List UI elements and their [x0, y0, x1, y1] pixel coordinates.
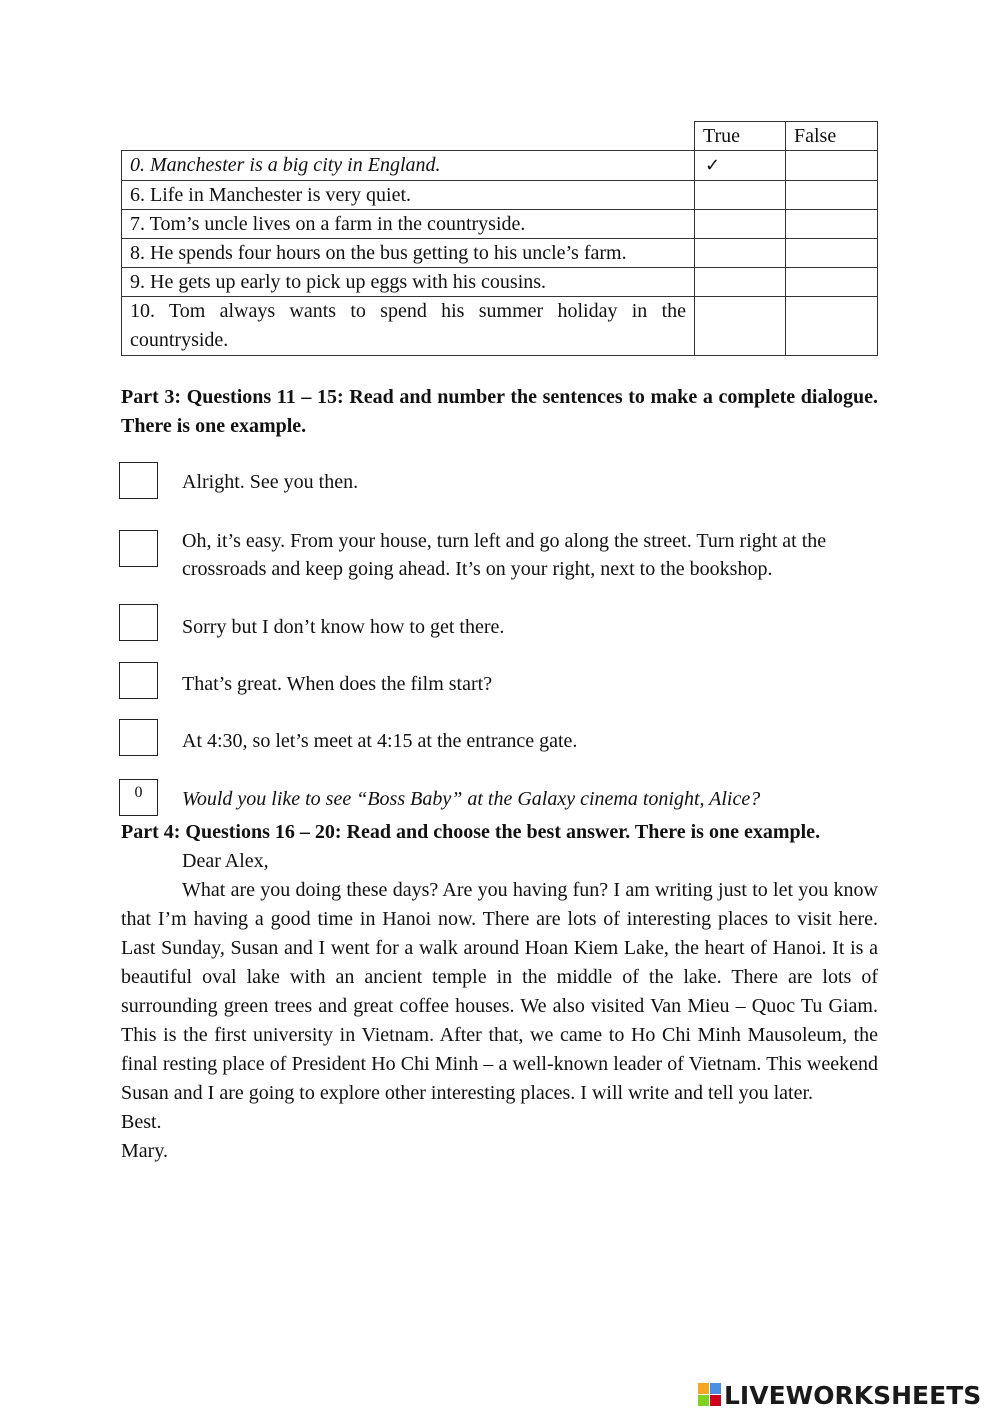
true-cell-9[interactable] [695, 268, 786, 297]
liveworksheets-logo [698, 1378, 981, 1412]
table-row [122, 297, 878, 356]
worksheet-page [121, 121, 878, 1166]
letter-body: What are you doing these days? Are you having fun? I am writing just to let you know that I’m having a good time in Hanoi now. There are lots of interesting places to visit here. Last Sunday, Susan and I went for a walk around Hoan Kiem Lake, the heart of Hanoi. It is a beautiful oval lake with an ancient temple in the middle of the lake. There are lots of surrounding green trees and great coffee houses. We also visited Van Mieu – Quoc Tu Giam. This is the first university in Vietnam. After that, we came to Ho Chi Minh Mausoleum, the final resting place of President Ho Chi Minh – a well-known leader of Vietnam. This weekend Susan and I are going to explore other interesting places. I will write and tell you later. [121, 879, 878, 1104]
true-cell-6[interactable] [695, 181, 786, 210]
dialogue-text: Sorry but I don’t know how to get there. [182, 616, 505, 638]
false-cell-7[interactable] [786, 210, 878, 239]
letter-signature: Mary. [121, 1140, 169, 1162]
true-cell-8[interactable] [695, 239, 786, 268]
dialogue-text: Oh, it’s easy. From your house, turn left and go along the street. Turn right at the crossroads and keep going ahead. It’s on your right, next to the bookshop. [182, 530, 827, 580]
part3-heading: Part 3: Questions 11 – 15: Read and number the sentences to make a complete dialogue. There is one example. [121, 386, 878, 437]
true-cell-10[interactable] [695, 297, 786, 356]
number-box[interactable] [119, 530, 158, 567]
statement-9: 9. He gets up early to pick up eggs with his cousins. [122, 268, 695, 297]
false-cell-9[interactable] [786, 268, 878, 297]
check-icon: ✓ [705, 155, 721, 176]
table-row [122, 151, 878, 181]
statement-8: 8. He spends four hours on the bus getting to his uncle’s farm. [122, 239, 695, 268]
table-row [122, 239, 878, 268]
statement-7: 7. Tom’s uncle lives on a farm in the countryside. [122, 210, 695, 239]
dialogue-text-example: Would you like to see “Boss Baby” at the Galaxy cinema tonight, Alice? [182, 788, 761, 810]
table-row [122, 268, 878, 297]
header-blank-cell [122, 122, 695, 151]
table-row [122, 210, 878, 239]
table-row [122, 181, 878, 210]
dialogue-list [121, 441, 878, 819]
true-false-table [121, 121, 878, 356]
part4-heading: Part 4: Questions 16 – 20: Read and choose the best answer. There is one example. [121, 821, 821, 843]
logo-text: LIVEWORKSHEETS [724, 1380, 982, 1410]
number-box[interactable] [119, 662, 158, 699]
false-cell-8[interactable] [786, 239, 878, 268]
statement-example: 0. Manchester is a big city in England. [122, 151, 695, 181]
statement-6: 6. Life in Manchester is very quiet. [122, 181, 695, 210]
logo-icon [698, 1383, 722, 1407]
false-cell-10[interactable] [786, 297, 878, 356]
false-cell-example [786, 151, 878, 181]
header-false: False [786, 122, 878, 151]
header-true: True [695, 122, 786, 151]
letter-greeting: Dear Alex, [182, 850, 269, 872]
table-header-row [122, 122, 878, 151]
true-cell-7[interactable] [695, 210, 786, 239]
statement-10: 10. Tom always wants to spend his summer holiday in the countryside. [122, 297, 695, 356]
dialogue-text: That’s great. When does the film start? [182, 673, 493, 695]
example-number-box: 0 [119, 779, 158, 816]
dialogue-text: At 4:30, so let’s meet at 4:15 at the entrance gate. [182, 730, 578, 752]
number-box[interactable] [119, 604, 158, 641]
letter [121, 847, 878, 1166]
number-box[interactable] [119, 462, 158, 499]
number-box[interactable] [119, 719, 158, 756]
dialogue-text: Alright. See you then. [182, 471, 359, 493]
true-cell-example [695, 151, 786, 181]
false-cell-6[interactable] [786, 181, 878, 210]
letter-closing: Best. [121, 1111, 162, 1133]
